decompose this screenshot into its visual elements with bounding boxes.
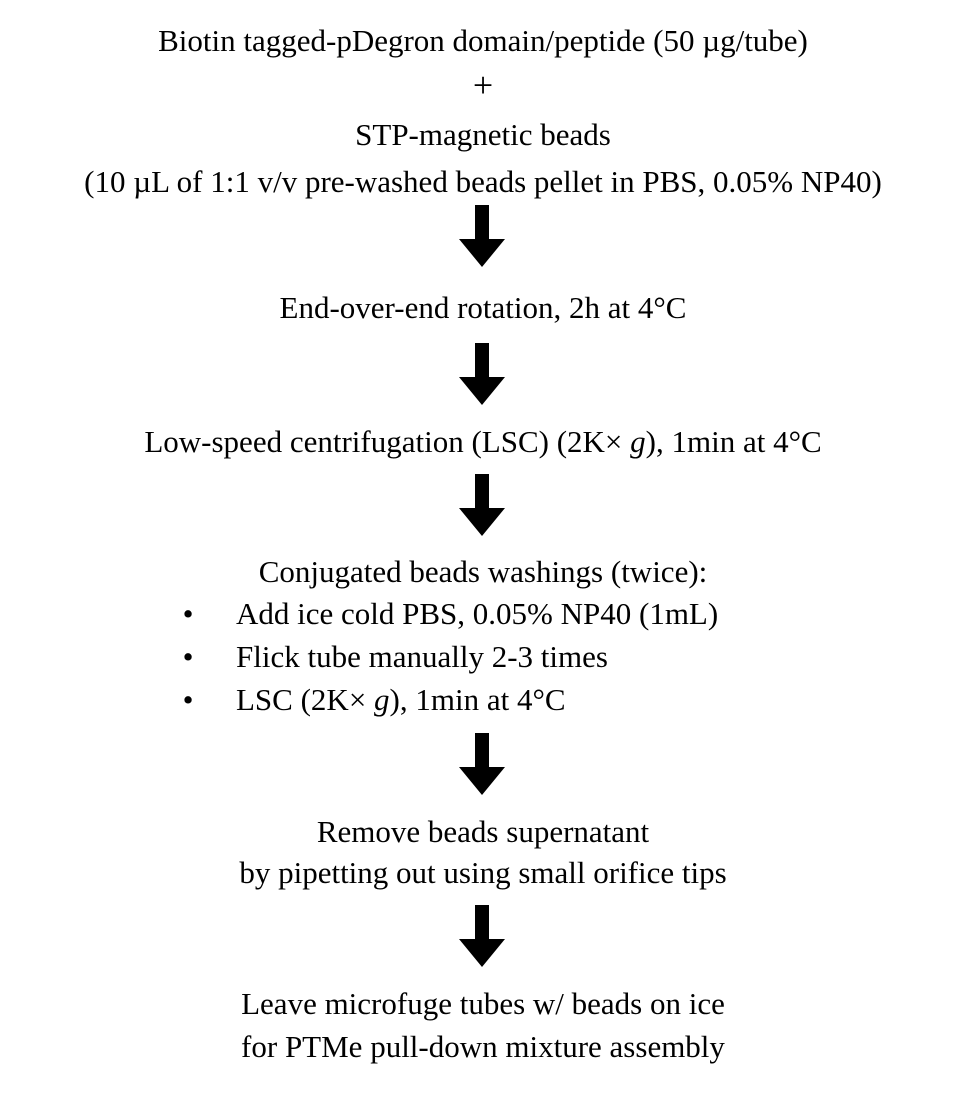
step3-text-italic: g	[630, 424, 646, 459]
bullet3-pre: LSC (2K×	[236, 682, 375, 717]
bullet-dot: •	[182, 639, 194, 674]
down-arrow-icon	[459, 905, 505, 967]
step6-line2: for PTMe pull-down mixture assembly	[241, 1029, 725, 1064]
step2-line1: End-over-end rotation, 2h at 4°C	[279, 290, 687, 325]
plus-sign: +	[472, 65, 494, 105]
step3-text-pre: Low-speed centrifugation (LSC) (2K×	[144, 424, 631, 459]
down-arrow-icon	[459, 205, 505, 267]
bullet-item	[178, 595, 878, 638]
step4-bullet-list	[178, 595, 878, 724]
step3-line1	[0, 423, 966, 461]
bullet-text	[236, 681, 566, 719]
bullet-dot: •	[182, 596, 194, 631]
bullet-item	[178, 638, 878, 681]
step1-line2: STP-magnetic beads	[355, 117, 611, 152]
step6-line1: Leave microfuge tubes w/ beads on ice	[241, 986, 725, 1021]
bullet3-post: ), 1min at 4°C	[389, 682, 566, 717]
step4-heading: Conjugated beads washings (twice):	[258, 554, 708, 589]
bullet-text: Add ice cold PBS, 0.05% NP40 (1mL)	[236, 596, 719, 631]
step5-line2: by pipetting out using small orifice tips	[239, 855, 727, 890]
step1-line1: Biotin tagged-pDegron domain/peptide (50 µg/tube)	[158, 23, 808, 58]
down-arrow-icon	[459, 733, 505, 795]
step1-line3: (10 µL of 1:1 v/v pre-washed beads pellet in PBS, 0.05% NP40)	[84, 164, 882, 199]
bullet-item	[178, 681, 878, 724]
step3-text-post: ), 1min at 4°C	[645, 424, 822, 459]
step5-line1: Remove beads supernatant	[316, 814, 650, 849]
bullet-dot: •	[182, 682, 194, 717]
down-arrow-icon	[459, 474, 505, 536]
bullet3-italic: g	[374, 682, 390, 717]
down-arrow-icon	[459, 343, 505, 405]
bullet-text: Flick tube manually 2-3 times	[236, 639, 608, 674]
